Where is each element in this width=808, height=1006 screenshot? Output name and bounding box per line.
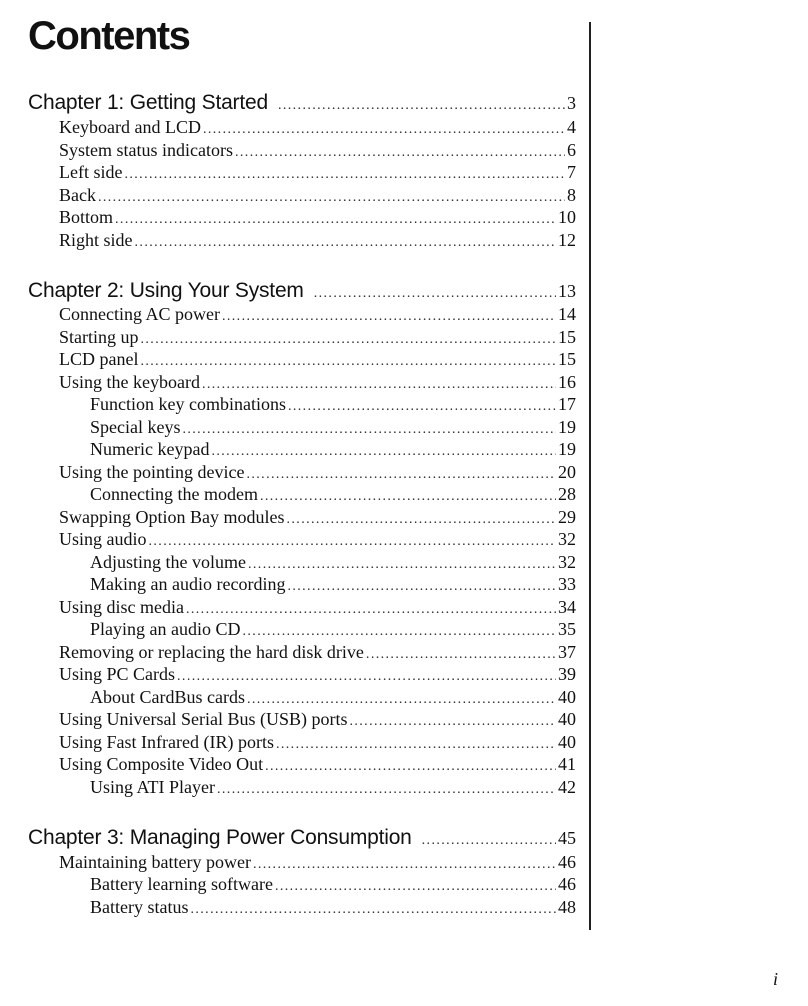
toc-page-number: 40	[558, 687, 576, 707]
toc-subentry[interactable]	[28, 873, 576, 898]
toc-page-number: 42	[558, 777, 576, 797]
toc-entry-label: Using the keyboard	[59, 372, 200, 392]
toc-entry-label: Starting up	[59, 327, 139, 347]
toc-page-number: 28	[558, 484, 576, 504]
toc-page-number: 20	[558, 462, 576, 482]
toc-page-number: 15	[558, 327, 576, 347]
toc-entry-label: Special keys	[90, 417, 181, 437]
toc-entry-label: Connecting the modem	[90, 484, 258, 504]
toc-page-number: 48	[558, 897, 576, 917]
toc-page-number: 39	[558, 664, 576, 684]
toc-page-number: 12	[558, 230, 576, 250]
toc-page-number: 19	[558, 417, 576, 437]
toc-entry-label: Left side	[59, 162, 123, 182]
toc-entry-label: Using PC Cards	[59, 664, 176, 684]
toc-entry-label: Battery learning software	[90, 874, 273, 894]
dot-leader	[349, 711, 556, 733]
dot-leader	[265, 756, 556, 778]
toc-entry[interactable]	[28, 229, 576, 254]
toc-entry-label: Back	[59, 185, 96, 205]
toc-chapter-1[interactable]	[28, 90, 576, 119]
dot-leader	[260, 486, 556, 508]
toc-entry[interactable]	[28, 753, 576, 778]
toc-subentry[interactable]	[28, 438, 576, 463]
toc-entry[interactable]	[28, 206, 576, 231]
toc-entry-label: Bottom	[59, 207, 114, 227]
toc-page-number: 32	[558, 552, 576, 572]
toc-page-number: 7	[567, 162, 576, 182]
toc-subentry[interactable]	[28, 896, 576, 921]
dot-leader	[217, 779, 556, 801]
toc-chapter-label: Chapter 1: Getting Started	[28, 91, 268, 114]
toc-page-number: 10	[558, 207, 576, 227]
dot-leader	[124, 164, 565, 186]
toc-entry[interactable]	[28, 116, 576, 141]
toc-page-number: 19	[558, 439, 576, 459]
toc-entry-label: Numeric keypad	[90, 439, 210, 459]
dot-leader	[203, 119, 565, 141]
toc-page-number: 32	[558, 529, 576, 549]
toc-entry-label: Using Fast Infrared (IR) ports	[59, 732, 274, 752]
toc-subentry[interactable]	[28, 618, 576, 643]
toc-entry-label: Making an audio recording	[90, 574, 286, 594]
toc-entry-label: Adjusting the volume	[90, 552, 246, 572]
dot-leader	[190, 899, 556, 921]
dot-leader	[177, 666, 556, 688]
dot-leader	[288, 396, 556, 418]
toc-entry[interactable]	[28, 528, 576, 553]
toc-entry-label: Function key combinations	[90, 394, 286, 414]
toc-page-number: 33	[558, 574, 576, 594]
toc-entry-label: LCD panel	[59, 349, 139, 369]
toc-chapter-label: Chapter 3: Managing Power Consumption	[28, 826, 412, 849]
toc-entry-label: Using ATI Player	[90, 777, 215, 797]
toc-entry-label: About CardBus cards	[90, 687, 245, 707]
toc-page-number: 40	[558, 732, 576, 752]
toc-entry[interactable]	[28, 161, 576, 186]
toc-page-number: 6	[567, 140, 576, 160]
dot-leader	[211, 441, 556, 463]
dot-leader	[287, 576, 556, 598]
toc-page-number: 13	[558, 281, 576, 301]
toc-entry-label: Using the pointing device	[59, 462, 245, 482]
toc-page-number: 34	[558, 597, 576, 617]
toc-subentry[interactable]	[28, 776, 576, 801]
toc-page-number: 35	[558, 619, 576, 639]
dot-leader	[140, 351, 556, 373]
vertical-rule	[589, 22, 591, 930]
toc-entry-label: Connecting AC power	[59, 304, 220, 324]
toc-chapter-3[interactable]	[28, 825, 576, 854]
toc-page-number: 46	[558, 852, 576, 872]
toc-entry[interactable]	[28, 303, 576, 328]
toc-page-number: 40	[558, 709, 576, 729]
toc-subentry[interactable]	[28, 393, 576, 418]
toc-page-number: 4	[567, 117, 576, 137]
toc-entry-label: Using Universal Serial Bus (USB) ports	[59, 709, 348, 729]
dot-leader	[222, 306, 556, 328]
toc-page-number: 16	[558, 372, 576, 392]
toc-page-number: 15	[558, 349, 576, 369]
toc-entry-label: Keyboard and LCD	[59, 117, 201, 137]
dot-leader	[243, 621, 557, 643]
toc-entry-label: Swapping Option Bay modules	[59, 507, 285, 527]
toc-page-number: 41	[558, 754, 576, 774]
toc-page-number: 14	[558, 304, 576, 324]
toc-entry[interactable]	[28, 708, 576, 733]
toc-page-number: 3	[567, 93, 576, 113]
page-title: Contents	[28, 14, 190, 58]
dot-leader	[149, 531, 557, 553]
dot-leader	[135, 232, 556, 254]
toc-page-number: 8	[567, 185, 576, 205]
toc-entry-label: Using Composite Video Out	[59, 754, 264, 774]
toc-page-number: 29	[558, 507, 576, 527]
toc-page-number: 17	[558, 394, 576, 414]
toc-entry-label: Maintaining battery power	[59, 852, 251, 872]
toc-entry-label: Removing or replacing the hard disk drive	[59, 642, 364, 662]
toc-entry-label: Playing an audio CD	[90, 619, 241, 639]
toc-entry-label: Battery status	[90, 897, 189, 917]
toc-page-number: 45	[558, 828, 576, 848]
dot-leader	[115, 209, 556, 231]
toc-entry-label: Using disc media	[59, 597, 184, 617]
toc-subentry[interactable]	[28, 573, 576, 598]
toc-page-number: 37	[558, 642, 576, 662]
toc-entry[interactable]	[28, 348, 576, 373]
dot-leader	[275, 876, 556, 898]
toc-entry[interactable]	[28, 663, 576, 688]
toc-entry-label: Right side	[59, 230, 133, 250]
toc-page-number: 46	[558, 874, 576, 894]
toc-entry-label: System status indicators	[59, 140, 233, 160]
toc-chapter-label: Chapter 2: Using Your System	[28, 279, 304, 302]
toc-entry-label: Using audio	[59, 529, 147, 549]
toc-subentry[interactable]	[28, 483, 576, 508]
page-folio: i	[772, 969, 778, 989]
